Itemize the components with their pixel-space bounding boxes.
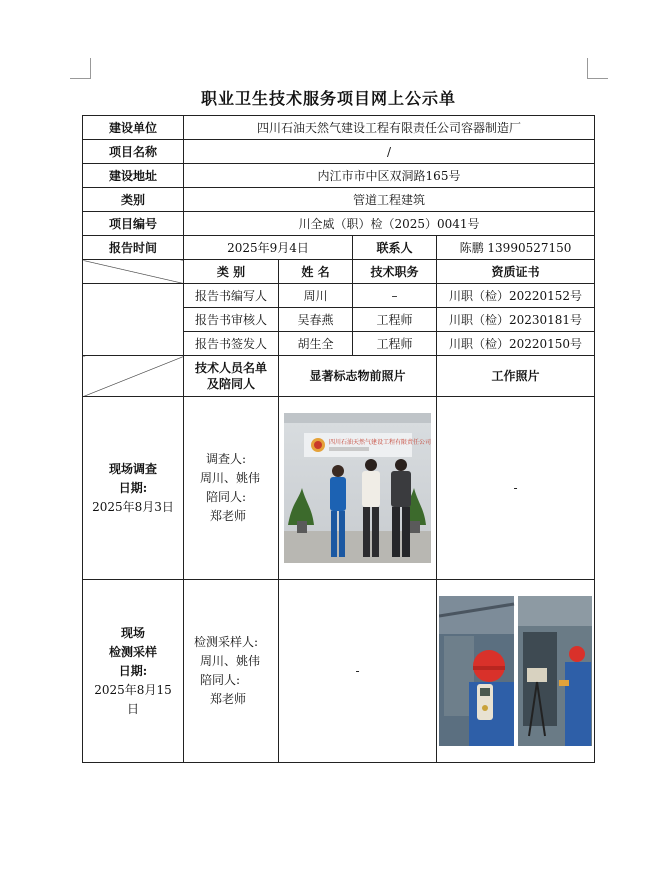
diagonal-cell: [83, 356, 184, 397]
page-corner-mark-right: [587, 58, 608, 79]
survey-date: 2025年8月3日: [92, 499, 174, 514]
staff-name: 吴春燕: [279, 308, 353, 332]
staff-title: –: [353, 284, 437, 308]
investigator-label: 调查人:: [206, 452, 247, 466]
project-name-label: 项目名称: [83, 140, 184, 164]
sampling-staff-cell: [184, 580, 279, 763]
sampling-label-1: 现场: [120, 625, 145, 640]
accompany-name: 郑老师: [210, 509, 247, 523]
sampling-accompany-name: 郑老师: [210, 692, 247, 706]
category-label: 类别: [83, 188, 184, 212]
staff-title: 工程师: [353, 332, 437, 356]
diagonal-cell: [83, 260, 184, 284]
staff-title: 工程师: [353, 308, 437, 332]
project-name-value: /: [184, 140, 595, 164]
staff-cert-header: 资质证书: [437, 260, 595, 284]
address-value: 内江市市中区双洞路165号: [184, 164, 595, 188]
sampler-label: 检测采样人:: [194, 635, 259, 649]
staff-category-header: 类 别: [184, 260, 279, 284]
row-unit: [83, 116, 595, 140]
survey-date-label: 日期:: [118, 480, 148, 495]
sampling-date-label: 日期:: [118, 663, 148, 678]
address-label: 建设地址: [83, 164, 184, 188]
staff-title-header: 技术职务: [353, 260, 437, 284]
notice-table: [82, 115, 595, 763]
work-photo-header: 工作照片: [437, 356, 595, 397]
row-report-time: [83, 236, 595, 260]
staff-cert: 川职（检）20220152号: [437, 284, 595, 308]
work-photo-2: [518, 596, 592, 746]
investigator-names: 周川、姚伟: [200, 471, 261, 485]
staff-blank-cell: [83, 284, 184, 356]
landmark-sign-text: 四川石油天然气建设工程有限责任公司: [329, 439, 431, 446]
survey-date-cell: [83, 397, 184, 580]
sampling-date-cell: [83, 580, 184, 763]
work-photo-1: [439, 596, 514, 746]
page-corner-mark-left: [70, 58, 91, 79]
survey-staff-cell: [184, 397, 279, 580]
row-survey: [83, 397, 595, 580]
survey-label: 现场调查: [108, 461, 157, 476]
landmark-photo: [284, 413, 431, 563]
staff-list-header: [184, 356, 279, 397]
sampling-landmark-photo-cell: -: [279, 580, 437, 763]
staff-cert: 川职（检）20230181号: [437, 308, 595, 332]
accompany-label: 陪同人:: [206, 490, 247, 504]
row-category: [83, 188, 595, 212]
staff-name-header: 姓 名: [279, 260, 353, 284]
contact-value: 陈鹏 13990527150: [437, 236, 595, 260]
staff-name: 胡生全: [279, 332, 353, 356]
staff-category: 报告书签发人: [184, 332, 279, 356]
report-time-label: 报告时间: [83, 236, 184, 260]
staff-list-header-text: 技术人员名单及陪同人: [194, 361, 267, 391]
row-address: [83, 164, 595, 188]
row-photo-header: [83, 356, 595, 397]
sampling-label-2: 检测采样: [108, 644, 157, 659]
staff-name: 周川: [279, 284, 353, 308]
row-project-no: [83, 212, 595, 236]
sampling-date: 2025年8月15日: [94, 682, 172, 716]
project-no-label: 项目编号: [83, 212, 184, 236]
staff-cert: 川职（检）20220150号: [437, 332, 595, 356]
document-title: 职业卫生技术服务项目网上公示单: [200, 89, 456, 108]
sampling-accompany-label: 陪同人:: [200, 673, 241, 687]
row-staff-header: [83, 260, 595, 284]
sampler-names: 周川、姚伟: [200, 654, 261, 668]
staff-row: [83, 284, 595, 308]
sampling-work-photo-cell: [437, 580, 595, 763]
unit-label: 建设单位: [83, 116, 184, 140]
report-time-value: 2025年9月4日: [184, 236, 353, 260]
row-sampling: [83, 580, 595, 763]
project-no-value: 川全威（职）检（2025）0041号: [184, 212, 595, 236]
staff-category: 报告书审核人: [184, 308, 279, 332]
contact-label: 联系人: [353, 236, 437, 260]
landmark-photo-cell: [279, 397, 437, 580]
survey-work-photo-cell: -: [437, 397, 595, 580]
work-photos: [439, 596, 592, 746]
landmark-photo-header: 显著标志物前照片: [279, 356, 437, 397]
category-value: 管道工程建筑: [184, 188, 595, 212]
row-project-name: [83, 140, 595, 164]
unit-value: 四川石油天然气建设工程有限责任公司容器制造厂: [184, 116, 595, 140]
staff-category: 报告书编写人: [184, 284, 279, 308]
